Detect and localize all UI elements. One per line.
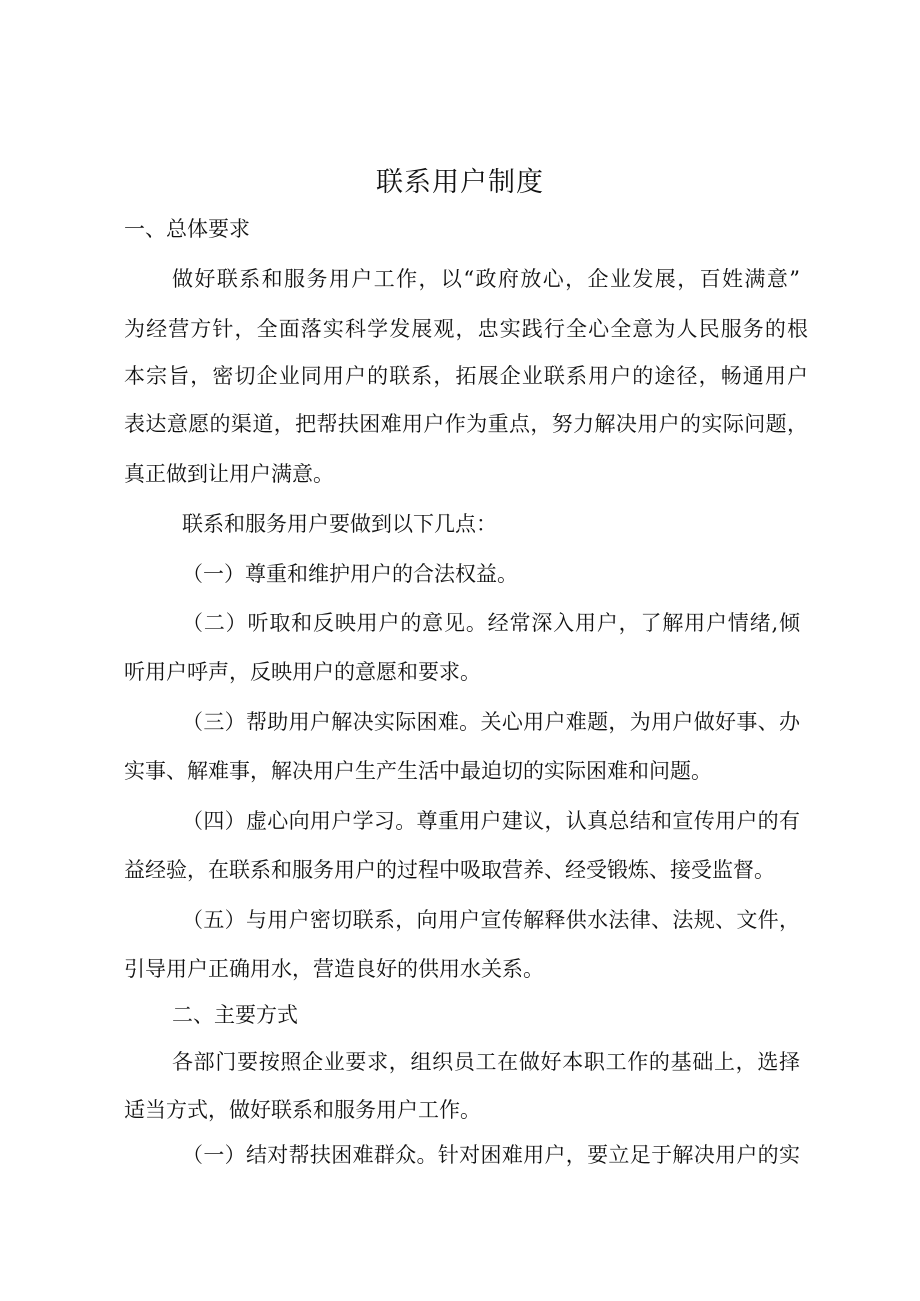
paragraph-line: 联系和服务用户要做到以下几点： xyxy=(182,512,497,536)
paragraph-line: 做好联系和服务用户工作，以“政府放心，企业发展，百姓满意” xyxy=(172,267,800,291)
list-item: （三）帮助用户解决实际困难。关心用户难题，为用户做好事、办 xyxy=(182,710,800,734)
section-heading: 二、主要方式 xyxy=(172,1003,298,1027)
paragraph-line: 本宗旨，密切企业同用户的联系，拓展企业联系用户的途径，畅通用户 xyxy=(124,364,808,388)
list-item: （四）虚心向用户学习。尊重用户建议，认真总结和宣传用户的有 xyxy=(182,809,800,833)
list-item: （一）结对帮扶困难群众。针对困难用户，要立足于解决用户的实 xyxy=(182,1143,800,1167)
list-item: 实事、解难事，解决用户生产生活中最迫切的实际困难和问题。 xyxy=(124,759,712,783)
list-item: （二）听取和反映用户的意见。经常深入用户，了解用户情绪,倾 xyxy=(182,611,800,635)
paragraph-line: 表达意愿的渠道，把帮扶困难用户作为重点，努力解决用户的实际问题， xyxy=(124,412,808,436)
document-title: 联系用户制度 xyxy=(376,167,544,198)
list-item: （一）尊重和维护用户的合法权益。 xyxy=(182,562,518,586)
paragraph-line: 适当方式，做好联系和服务用户工作。 xyxy=(124,1098,481,1122)
section-heading: 一、总体要求 xyxy=(124,217,250,241)
list-item: 引导用户正确用水，营造良好的供用水关系。 xyxy=(124,957,544,981)
list-item: 听用户呼声，反映用户的意愿和要求。 xyxy=(124,660,481,684)
list-item: （五）与用户密切联系，向用户宣传解释供水法律、法规、文件， xyxy=(182,908,800,932)
list-item: 益经验，在联系和服务用户的过程中吸取营养、经受锻炼、接受监督。 xyxy=(124,858,775,882)
paragraph-line: 真正做到让用户满意。 xyxy=(124,462,334,486)
paragraph-line: 各部门要按照企业要求，组织员工在做好本职工作的基础上，选择 xyxy=(172,1050,800,1074)
paragraph-line: 为经营方针，全面落实科学发展观，忠实践行全心全意为人民服务的根 xyxy=(124,317,808,341)
